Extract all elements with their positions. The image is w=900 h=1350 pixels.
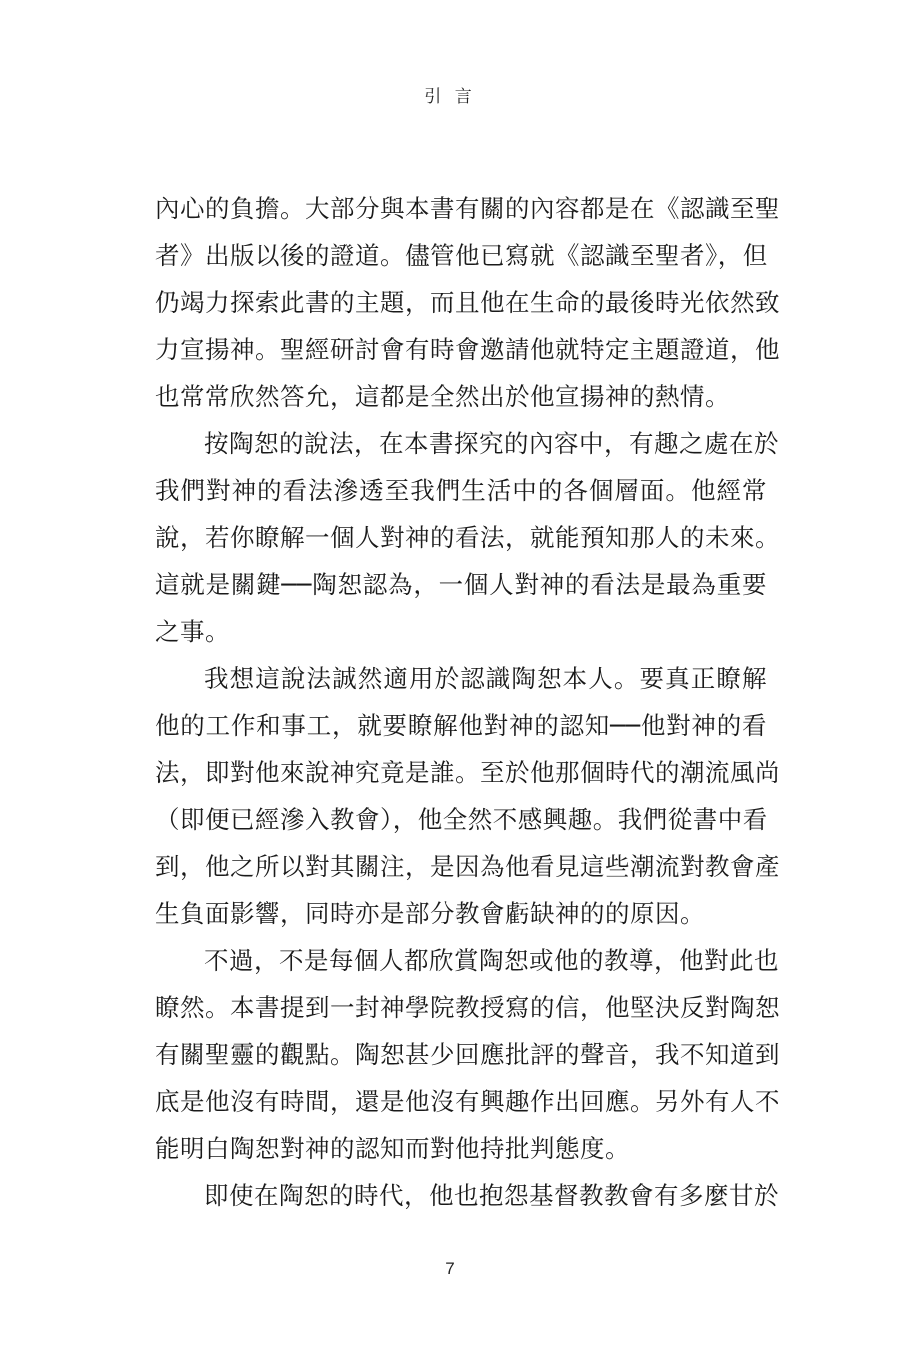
paragraph bbox=[155, 185, 780, 420]
body-text bbox=[155, 185, 780, 1219]
paragraph bbox=[155, 1172, 779, 1219]
text-line: 能明白陶恕對神的認知而對他持批判態度。 bbox=[155, 1134, 630, 1163]
text-line: 有關聖靈的觀點。陶恕甚少回應批評的聲音，我不知道到 bbox=[155, 1040, 780, 1069]
paragraph bbox=[155, 937, 780, 1172]
text-line: 我想這說法誠然適用於認識陶恕本人。要真正瞭解 bbox=[204, 664, 767, 693]
text-line: 不過，不是每個人都欣賞陶恕或他的教導，他對此也 bbox=[204, 946, 779, 975]
text-line: 說，若你瞭解一個人對神的看法，就能預知那人的未來。 bbox=[155, 523, 780, 552]
text-line: 也常常欣然答允，這都是全然出於他宣揚神的熱情。 bbox=[155, 382, 730, 411]
text-line: 這就是關鍵──陶恕認為，一個人對神的看法是最為重要 bbox=[155, 570, 767, 599]
text-line: 到，他之所以對其關注，是因為他看見這些潮流對教會產 bbox=[155, 852, 780, 881]
text-line: 力宣揚神。聖經研討會有時會邀請他就特定主題證道，他 bbox=[155, 335, 780, 364]
text-line: 瞭然。本書提到一封神學院教授寫的信，他堅決反對陶恕 bbox=[155, 993, 780, 1022]
text-line: 我們對神的看法滲透至我們生活中的各個層面。他經常 bbox=[155, 476, 767, 505]
paragraph bbox=[155, 420, 780, 655]
text-line: 仍竭力探索此書的主題，而且他在生命的最後時光依然致 bbox=[155, 288, 780, 317]
paragraph bbox=[155, 655, 780, 937]
text-line: 內心的負擔。大部分與本書有關的內容都是在《認識至聖 bbox=[155, 194, 780, 223]
text-line: 者》出版以後的證道。儘管他已寫就《認識至聖者》，但 bbox=[155, 241, 768, 270]
text-line: 即使在陶恕的時代，他也抱怨基督教教會有多麼甘於 bbox=[204, 1181, 779, 1210]
running-head: 引 言 bbox=[424, 87, 476, 107]
text-line: 生負面影響，同時亦是部分教會虧缺神的的原因。 bbox=[155, 899, 705, 928]
text-line: 底是他沒有時間，還是他沒有興趣作出回應。另外有人不 bbox=[155, 1087, 780, 1116]
text-line: 法，即對他來說神究竟是誰。至於他那個時代的潮流風尚 bbox=[155, 758, 780, 787]
text-line: （即便已經滲入教會），他全然不感興趣。我們從書中看 bbox=[155, 805, 768, 834]
text-line: 他的工作和事工，就要瞭解他對神的認知──他對神的看 bbox=[155, 711, 767, 740]
text-line: 之事。 bbox=[155, 617, 230, 646]
text-line: 按陶恕的說法，在本書探究的內容中，有趣之處在於 bbox=[204, 429, 779, 458]
page-number: 7 bbox=[445, 1259, 455, 1278]
